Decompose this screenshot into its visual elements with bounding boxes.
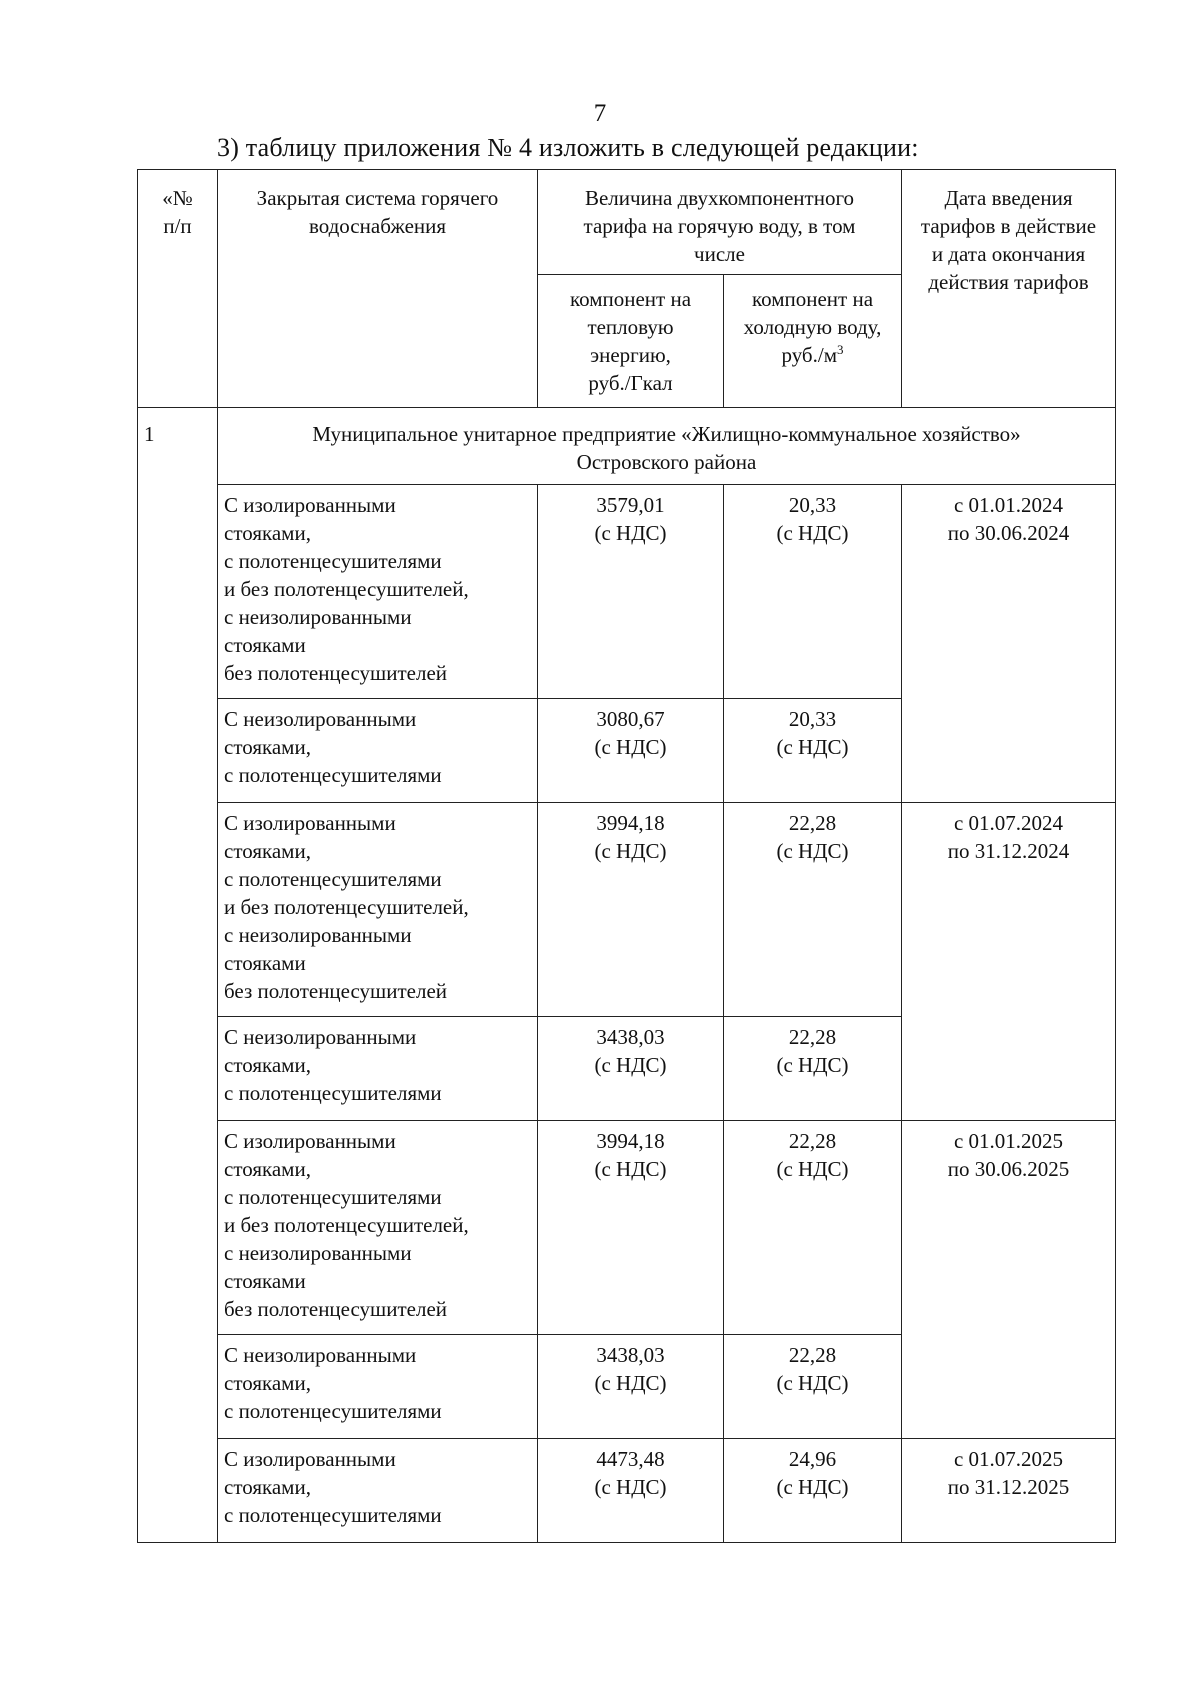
period-cell: с 01.01.2025 по 30.06.2025 (902, 1121, 1116, 1439)
heat-value: 3579,01 (с НДС) (538, 485, 724, 699)
period-cell: с 01.07.2025 по 31.12.2025 (902, 1439, 1116, 1543)
intro-text: 3) таблицу приложения № 4 изложить в следующей редакции: (217, 133, 919, 162)
header-number: «№ п/п (138, 170, 218, 408)
heat-value: 3438,03 (с НДС) (538, 1017, 724, 1121)
header-dates: Дата введения тарифов в действие и дата окончания действия тарифов (902, 170, 1116, 408)
organization-row (138, 408, 1116, 485)
table-row (138, 1121, 1116, 1335)
cold-value: 22,28 (с НДС) (724, 1017, 902, 1121)
system-description: С неизолированными стояками, с полотенцесушителями (218, 1335, 538, 1439)
table-row (138, 1439, 1116, 1543)
row-number: 1 (138, 408, 218, 1543)
cold-value: 20,33 (с НДС) (724, 699, 902, 803)
organization-name: Муниципальное унитарное предприятие «Жилищно-коммунальное хозяйство» Островского района (218, 408, 1116, 485)
cold-value: 22,28 (с НДС) (724, 803, 902, 1017)
table-row (138, 485, 1116, 699)
system-description: С изолированными стояками, с полотенцесушителями (218, 1439, 538, 1543)
table-row (138, 803, 1116, 1017)
cold-value: 20,33 (с НДС) (724, 485, 902, 699)
tariff-table (137, 169, 1116, 1543)
period-cell: с 01.01.2024 по 30.06.2024 (902, 485, 1116, 803)
heat-value: 3080,67 (с НДС) (538, 699, 724, 803)
system-description: С изолированными стояками, с полотенцесушителями и без полотенцесушителей, с неизолированными стояками без полотенцесушителей (218, 1121, 538, 1335)
heat-value: 3438,03 (с НДС) (538, 1335, 724, 1439)
header-row (138, 170, 1116, 275)
heat-value: 3994,18 (с НДС) (538, 1121, 724, 1335)
system-description: С неизолированными стояками, с полотенцесушителями (218, 699, 538, 803)
header-tariff: Величина двухкомпонентного тарифа на горячую воду, в том числе (538, 170, 902, 275)
heat-value: 3994,18 (с НДС) (538, 803, 724, 1017)
header-heat-component: компонент на тепловую энергию, руб./Гкал (538, 275, 724, 408)
system-description: С изолированными стояками, с полотенцесушителями и без полотенцесушителей, с неизолированными стояками без полотенцесушителей (218, 803, 538, 1017)
page-number: 7 (593, 100, 607, 127)
period-cell: с 01.07.2024 по 31.12.2024 (902, 803, 1116, 1121)
heat-value: 4473,48 (с НДС) (538, 1439, 724, 1543)
header-system: Закрытая система горячего водоснабжения (218, 170, 538, 408)
system-description: С неизолированными стояками, с полотенцесушителями (218, 1017, 538, 1121)
system-description: С изолированными стояками, с полотенцесушителями и без полотенцесушителей, с неизолированными стояками без полотенцесушителей (218, 485, 538, 699)
header-cold-component: компонент на холодную воду, $руб./м^3$ (724, 275, 902, 408)
cold-value: 24,96 (с НДС) (724, 1439, 902, 1543)
cold-value: 22,28 (с НДС) (724, 1335, 902, 1439)
cold-value: 22,28 (с НДС) (724, 1121, 902, 1335)
